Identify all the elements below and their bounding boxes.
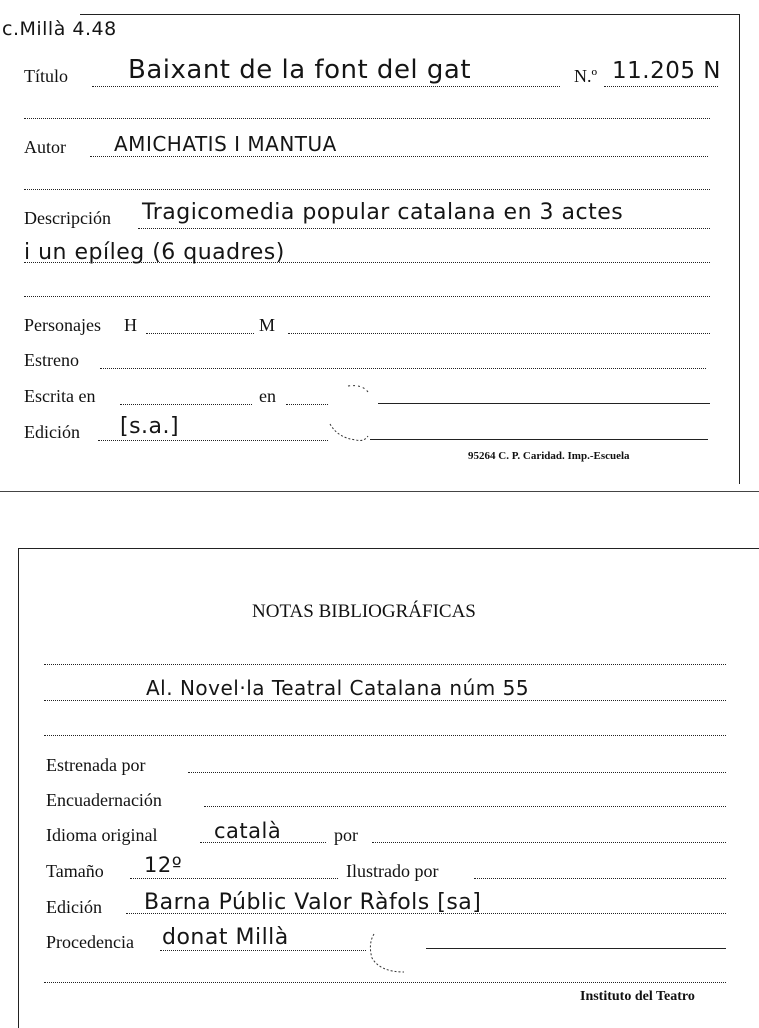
- edicion-line-right: [370, 439, 708, 440]
- institution-label: Instituto del Teatro: [580, 989, 695, 1004]
- punch-hole-mark: [326, 380, 374, 444]
- back-card-top-border: [18, 548, 759, 549]
- en-line-right: [378, 403, 710, 404]
- titulo-value: Baixant de la font del gat: [128, 55, 472, 85]
- autor-value: AMICHATIS I MANTUA: [114, 132, 337, 156]
- tamano-line: [130, 878, 338, 879]
- h-label: H: [124, 315, 137, 335]
- edicion-value: [s.a.]: [120, 414, 180, 439]
- descripcion-value-2: i un epíleg (6 quadres): [24, 240, 285, 265]
- descripcion-label: Descripción: [24, 208, 111, 228]
- estreno-line: [100, 368, 706, 369]
- descripcion-line-3: [24, 296, 710, 297]
- descripcion-value-1: Tragicomedia popular catalana en 3 actes: [142, 200, 624, 225]
- notas-value: Al. Novel·la Teatral Catalana núm 55: [146, 676, 530, 700]
- notas-line-3: [44, 735, 726, 736]
- notas-line-1: [44, 664, 726, 665]
- m-label: M: [259, 315, 276, 335]
- escrita-label: Escrita en: [24, 386, 96, 406]
- procedencia-label: Procedencia: [46, 932, 134, 952]
- estrenada-label: Estrenada por: [46, 755, 146, 775]
- autor-label: Autor: [24, 137, 66, 157]
- estrenada-line: [188, 772, 726, 773]
- notas-line-2: [44, 700, 726, 701]
- edicion-label: Edición: [24, 422, 80, 442]
- numero-label: N.º: [574, 66, 598, 86]
- descripcion-line-1: [138, 228, 710, 229]
- estreno-label: Estreno: [24, 350, 79, 370]
- por-label: por: [334, 825, 358, 845]
- titulo-label: Título: [24, 66, 68, 86]
- back-card-left-border: [18, 548, 19, 1028]
- card-right-border: [739, 14, 740, 484]
- back-bottom-line: [44, 982, 726, 983]
- numero-value: 11.205 N: [612, 58, 721, 84]
- tamano-value: 12º: [144, 853, 183, 877]
- idioma-value: català: [214, 819, 282, 843]
- en-line: [286, 404, 328, 405]
- titulo-line-2: [24, 118, 710, 119]
- h-line: [146, 333, 254, 334]
- autor-line: [90, 156, 708, 157]
- m-line: [288, 333, 710, 334]
- tamano-label: Tamaño: [46, 861, 104, 881]
- back-punch-hole-mark: [360, 924, 420, 980]
- printer-imprint: 95264 C. P. Caridad. Imp.-Escuela: [468, 450, 630, 462]
- back-edicion-value: Barna Públic Valor Ràfols [sa]: [144, 890, 482, 915]
- autor-line-2: [24, 189, 710, 190]
- card-top-border: [80, 14, 740, 15]
- edicion-line: [98, 440, 328, 441]
- titulo-line: [92, 86, 560, 87]
- procedencia-line-right: [426, 948, 726, 949]
- ilustrado-line: [474, 878, 726, 879]
- card-bottom-edge: [0, 491, 759, 492]
- por-line: [372, 842, 726, 843]
- en-label: en: [259, 386, 276, 406]
- corner-note: c.Millà 4.48: [2, 18, 117, 40]
- encuadernacion-label: Encuadernación: [46, 790, 162, 810]
- back-edicion-label: Edición: [46, 897, 102, 917]
- idioma-label: Idioma original: [46, 825, 158, 845]
- notas-heading: NOTAS BIBLIOGRÁFICAS: [252, 601, 476, 622]
- numero-line: [604, 86, 718, 87]
- procedencia-value: donat Millà: [162, 925, 289, 950]
- ilustrado-label: Ilustrado por: [346, 861, 439, 881]
- personajes-label: Personajes: [24, 315, 101, 335]
- procedencia-line: [160, 950, 366, 951]
- encuadernacion-line: [204, 806, 726, 807]
- escrita-line: [120, 404, 252, 405]
